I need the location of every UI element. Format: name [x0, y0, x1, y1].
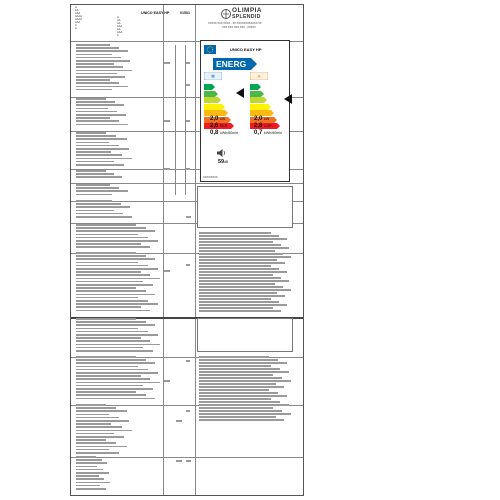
text-line: [76, 284, 153, 286]
text-line: [76, 213, 123, 215]
text-line: [76, 459, 102, 461]
text-line: [199, 235, 279, 237]
text-line: [76, 114, 126, 116]
text-line: [76, 187, 119, 189]
brand-sub: SPLENDID: [232, 14, 261, 20]
text-line: [199, 253, 283, 255]
brand-name: OLIMPIA: [232, 7, 262, 14]
text-line: [199, 292, 277, 294]
text-line: [76, 297, 138, 299]
text-line: [76, 203, 121, 205]
text-line: [199, 274, 273, 276]
text-line: [76, 469, 103, 471]
text-line: [76, 385, 143, 387]
text-line: [76, 234, 138, 236]
svg-text:☀: ☀: [256, 74, 262, 80]
text-line: [76, 294, 155, 296]
text-line: [76, 176, 122, 178]
text-line: [199, 301, 279, 303]
text-line: [76, 252, 136, 254]
text-line: [164, 380, 170, 382]
text-line: [199, 413, 291, 415]
text-line: [76, 356, 136, 358]
text-line: [76, 331, 148, 333]
text-line: [76, 287, 136, 289]
text-line: [76, 414, 109, 416]
text-line: [199, 377, 282, 379]
text-line: [199, 410, 282, 412]
text-line: [76, 132, 106, 134]
text-line: [76, 430, 132, 432]
text-line: [76, 111, 117, 113]
text-line: [76, 303, 158, 305]
text-line: [199, 368, 280, 370]
text-line: [76, 170, 106, 172]
text-line: [199, 298, 271, 300]
text-line: [199, 247, 289, 249]
brand-address: XXX XXX XXX XXX - XXXXX: [222, 26, 256, 29]
cooling-eer: 2,6 EER: [210, 123, 228, 129]
text-line: [76, 439, 106, 441]
text-line: [199, 310, 281, 312]
text-line: [76, 334, 158, 336]
text-line: [76, 372, 158, 374]
text-line: [199, 416, 276, 418]
text-line: [76, 347, 143, 349]
text-line: [76, 265, 148, 267]
text-line: [76, 466, 97, 468]
text-line: [76, 262, 138, 264]
text-line: [199, 232, 271, 234]
text-line: [76, 369, 148, 371]
text-line: [76, 158, 132, 160]
text-line: [76, 227, 146, 229]
text-line: [76, 456, 96, 458]
text-line: [186, 84, 190, 86]
header-list: A AA AA AAA AA AAA A: [117, 16, 123, 37]
text-line: [76, 76, 125, 78]
text-line: [76, 321, 146, 323]
heating-kwh: 0,7 kWh/60min: [254, 130, 282, 136]
text-line: [76, 108, 108, 110]
text-line: [76, 324, 155, 326]
text-line: [76, 86, 128, 88]
text-line: [76, 79, 110, 81]
text-line: [76, 410, 127, 412]
text-line: [76, 350, 153, 352]
text-line: [164, 120, 170, 122]
text-line: [76, 482, 110, 484]
text-line: [76, 89, 112, 91]
text-line: [76, 426, 122, 428]
column-divider: [175, 45, 176, 195]
text-line: [76, 216, 132, 218]
column-divider: [195, 5, 196, 495]
text-line: [76, 138, 127, 140]
eu-flag-icon: [204, 45, 216, 54]
text-line: [76, 145, 119, 147]
text-line: [76, 306, 141, 308]
cooling-kwh: 0,8 kWh/60min: [210, 130, 238, 136]
text-line: [76, 488, 106, 490]
text-line: [76, 391, 136, 393]
text-line: [76, 148, 129, 150]
text-line: [76, 151, 111, 153]
text-line: [76, 237, 148, 239]
text-line: [199, 250, 275, 252]
text-line: [199, 389, 269, 391]
text-line: [76, 366, 138, 368]
text-line: [76, 475, 99, 477]
text-line: [76, 452, 119, 454]
text-line: [76, 417, 119, 419]
text-line: [76, 274, 150, 276]
brand-icon: [221, 8, 231, 20]
heating-kw: 2,0 kW: [254, 116, 270, 122]
text-line: [199, 395, 287, 397]
text-line: [76, 362, 155, 364]
model-code: 01501: [180, 11, 190, 15]
text-line: [76, 50, 128, 52]
text-line: [76, 436, 124, 438]
text-line: [199, 374, 273, 376]
text-line: [76, 344, 160, 346]
text-line: [199, 289, 291, 291]
text-line: [199, 271, 287, 273]
cooling-class-indicator: [236, 88, 244, 98]
text-line: [76, 300, 148, 302]
text-line: [199, 286, 283, 288]
text-line: [76, 164, 124, 166]
text-line: [76, 388, 153, 390]
model-title: UNICO EASY HP: [141, 11, 170, 15]
text-line: [76, 161, 114, 163]
text-line: [76, 423, 111, 425]
text-line: [164, 62, 170, 64]
text-line: [76, 258, 155, 260]
row-divider: [71, 457, 303, 458]
column-divider: [163, 5, 164, 495]
text-line: [76, 420, 129, 422]
text-line: [199, 365, 271, 367]
svg-text:❄: ❄: [210, 74, 216, 80]
text-line: [199, 362, 287, 364]
text-line: [199, 259, 277, 261]
text-line: [76, 117, 110, 119]
brand-logo: [221, 7, 291, 21]
text-line: [76, 104, 124, 106]
text-line: [199, 371, 289, 373]
text-line: [76, 382, 160, 384]
sun-icon: [250, 72, 268, 80]
text-line: [76, 54, 112, 56]
text-line: [76, 404, 106, 406]
text-box: [197, 186, 293, 228]
text-line: [199, 356, 269, 358]
text-line: [76, 224, 136, 226]
energy-band-tip: [251, 58, 257, 70]
speaker-icon: [216, 148, 226, 158]
text-line: [176, 460, 182, 462]
text-line: [76, 268, 158, 270]
text-line: [199, 419, 284, 421]
text-line: [199, 256, 291, 258]
header-list: A AA AAA AAAA AAAA AAA A A: [75, 6, 82, 30]
text-line: [199, 268, 279, 270]
text-line: [76, 243, 141, 245]
text-line: [164, 168, 170, 170]
text-line: [76, 394, 146, 396]
text-line: [199, 241, 273, 243]
text-line: [76, 485, 100, 487]
text-line: [76, 378, 150, 380]
text-line: [76, 462, 107, 464]
text-line: [199, 238, 287, 240]
text-line: [76, 271, 141, 273]
text-line: [76, 124, 128, 126]
text-line: [199, 280, 289, 282]
text-line: [76, 60, 130, 62]
text-line: [76, 57, 121, 59]
text-line: [199, 295, 285, 297]
text-line: [186, 460, 191, 462]
text-line: [199, 304, 287, 306]
energy-band: ENERG: [213, 58, 251, 70]
text-line: [76, 120, 119, 122]
text-line: [76, 337, 141, 339]
text-line: [76, 281, 143, 283]
text-line: [199, 262, 285, 264]
text-line: [76, 328, 138, 330]
text-line: [76, 246, 150, 248]
text-line: [186, 168, 190, 170]
text-line: [76, 190, 128, 192]
noise-level: 59dB: [218, 159, 229, 165]
text-line: [199, 401, 280, 403]
text-line: [76, 359, 146, 361]
text-line: [199, 380, 291, 382]
text-line: [199, 283, 275, 285]
text-line: [76, 255, 146, 257]
text-line: [76, 98, 106, 100]
text-line: [199, 383, 276, 385]
text-line: [164, 270, 170, 272]
text-line: [199, 392, 278, 394]
text-line: [76, 47, 119, 49]
text-line: [199, 398, 271, 400]
text-line: [199, 244, 281, 246]
text-line: [76, 240, 158, 242]
text-line: [76, 472, 109, 474]
text-line: [76, 478, 104, 480]
text-line: [76, 82, 119, 84]
cooling-kw: 2,0 kW: [210, 116, 226, 122]
text-line: [186, 360, 190, 362]
text-line: [76, 310, 150, 312]
label-model: UNICO EASY HP: [230, 47, 262, 52]
text-line: [76, 184, 110, 186]
text-line: [76, 66, 123, 68]
brand-address: XXXXX XXX XXXX - XX XXXXXXXXXXXX XX: [208, 22, 262, 25]
text-line: [76, 44, 110, 46]
text-line: [76, 154, 122, 156]
text-line: [199, 404, 289, 406]
text-line: [176, 420, 182, 422]
text-line: [76, 407, 116, 409]
text-line: [76, 210, 114, 212]
text-line: [76, 194, 112, 196]
text-line: [76, 375, 141, 377]
text-line: [186, 216, 191, 218]
text-line: [76, 449, 109, 451]
text-line: [199, 307, 273, 309]
text-line: [186, 62, 190, 64]
text-line: [76, 318, 136, 320]
text-line: [76, 206, 130, 208]
text-line: [199, 265, 271, 267]
snowflake-icon: [204, 72, 222, 80]
text-line: [186, 264, 190, 266]
label-footer: XXXX/XXXX: [203, 176, 218, 179]
text-line: [76, 442, 116, 444]
text-line: [76, 135, 116, 137]
text-line: [76, 73, 117, 75]
text-line: [199, 407, 273, 409]
text-line: [76, 142, 109, 144]
text-line: [76, 70, 132, 72]
text-line: [76, 173, 114, 175]
text-line: [76, 433, 114, 435]
text-line: [76, 63, 114, 65]
text-line: [76, 290, 146, 292]
text-line: [186, 120, 190, 122]
text-line: [76, 101, 115, 103]
text-line: [76, 200, 112, 202]
text-line: [186, 410, 190, 412]
text-line: [199, 386, 284, 388]
heating-cop: 2,8 COP: [254, 123, 272, 129]
text-line: [76, 340, 150, 342]
text-line: [76, 446, 127, 448]
text-line: [199, 359, 278, 361]
text-line: [199, 277, 281, 279]
text-line: [76, 230, 155, 232]
text-line: [76, 398, 155, 400]
heating-class-indicator: [284, 94, 292, 104]
text-line: [76, 278, 160, 280]
text-box: [197, 318, 293, 352]
